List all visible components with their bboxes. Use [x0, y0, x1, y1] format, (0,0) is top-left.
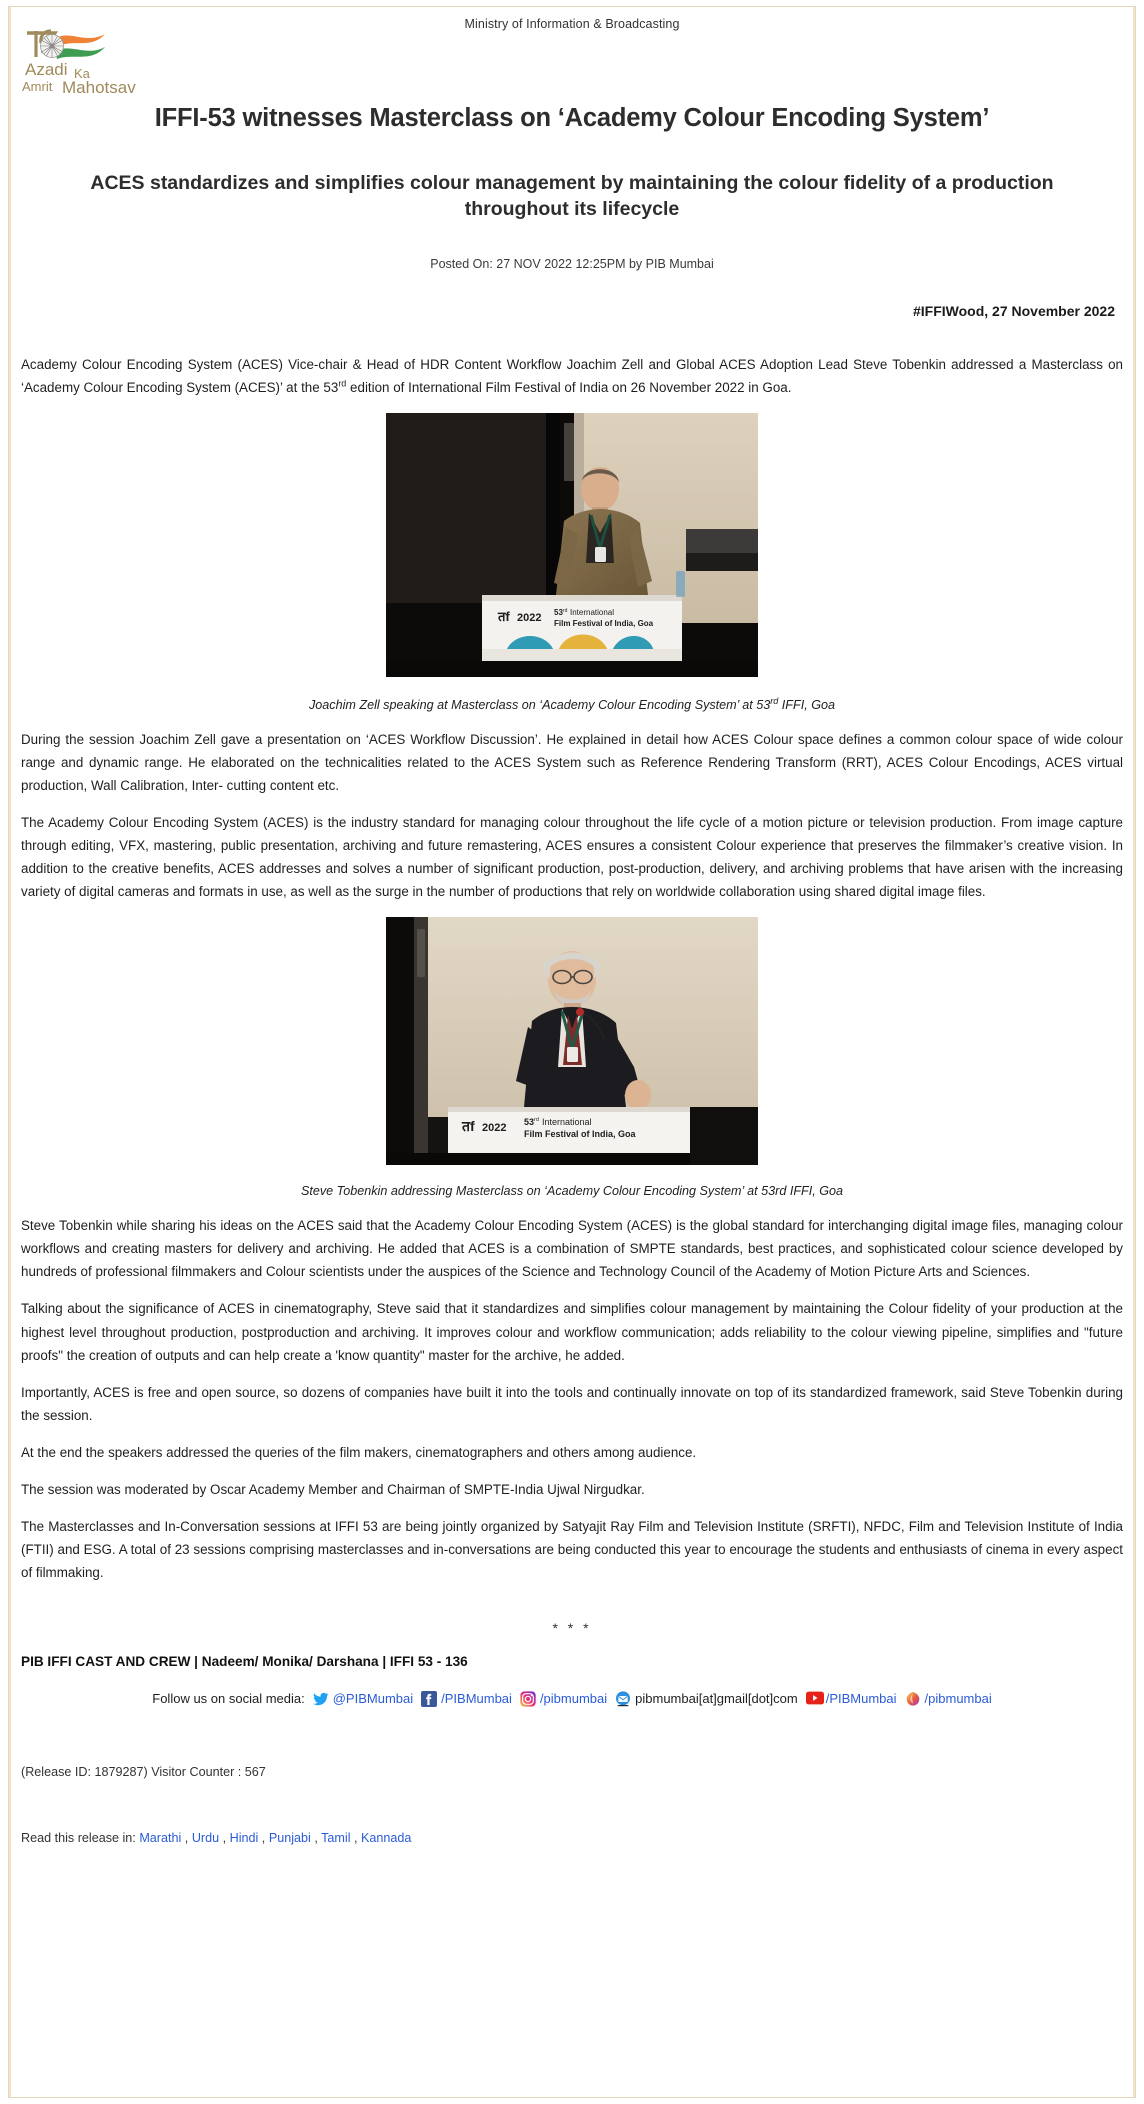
svg-text:2022: 2022	[482, 1122, 507, 1135]
photo-joachim-zell	[386, 413, 758, 677]
press-credits: PIB IFFI CAST AND CREW | Nadeem/ Monika/ Darshana | IFFI 53 - 136	[21, 1653, 468, 1669]
ministry-label: Ministry of Information & Broadcasting	[464, 17, 680, 31]
svg-text:Mahotsav: Mahotsav	[62, 78, 136, 97]
figure-steve-tobenkin	[19, 917, 1125, 1198]
page-title: IFFI-53 witnesses Masterclass on ‘Academy Colour Encoding System’	[154, 104, 990, 132]
koo-handle[interactable]: /pibmumbai	[924, 1691, 992, 1707]
paragraph-text: Importantly, ACES is free and open source, so dozens of companies have built it into the tools and continually innovate on top of its standardized framework, said Steve Tobenkin during the session.	[21, 1384, 1123, 1423]
social-link-instagram[interactable]	[520, 1691, 607, 1707]
svg-text:Ka: Ka	[74, 66, 90, 81]
language-separator: ,	[181, 1830, 189, 1845]
caption-pre: Joachim Zell speaking at Masterclass on ‘Academy Colour Encoding System’ at 53	[309, 698, 771, 712]
svg-text:Azadi: Azadi	[25, 60, 68, 79]
ordinal-suffix: rd	[338, 378, 347, 389]
article-paragraph-5	[21, 1297, 1123, 1366]
email-address: pibmumbai[at]gmail[dot]com	[635, 1691, 798, 1707]
koo-icon	[905, 1691, 921, 1707]
svg-text:2022: 2022	[517, 611, 542, 624]
article-paragraph-8	[21, 1478, 1123, 1501]
email-icon	[615, 1691, 631, 1707]
social-link-koo[interactable]	[905, 1691, 992, 1707]
translations-row	[21, 1831, 1125, 1845]
article-paragraph-1	[21, 353, 1123, 399]
social-link-facebook[interactable]	[421, 1691, 512, 1707]
paragraph-text: Academy Colour Encoding System (ACES) Vice-chair & Head of HDR Content Workflow Joachim Zell and Global ACES Adoption Lead Steve Tobenkin addressed a Masterclass on ‘Academy Colour Encoding System (ACES)’ at the 53rd edition of International Film Festival of India on 26 November 2022 in Goa.	[21, 356, 1123, 395]
paragraph-text: Steve Tobenkin while sharing his ideas on the ACES said that the Academy Colour Encoding System (ACES) is the global standard for interchanging digital image files, managing colour workflows and creating masters for delivery and archiving. He added that ACES is a combination of SMPTE standards, best practices, and sophisticated colour science developed by hundreds of professional filmmakers and Colour scientists under the auspices of the Science and Technology Council of the Academy of Motion Picture Arts and Sciences.	[21, 1218, 1123, 1280]
language-separator: ,	[258, 1830, 266, 1845]
figure-joachim-zell	[19, 413, 1125, 712]
youtube-icon	[806, 1691, 822, 1707]
paragraph-text: The Academy Colour Encoding System (ACES) is the industry standard for managing colour throughout the life cycle of a motion picture or television production. From image capture through editing, VFX, mastering, public presentation, archiving and future remastering, ACES ensures a consistent Colour experience that preserves the filmmaker’s creative vision. In addition to the creative benefits, ACES addresses and solves a number of significant production, post-production, delivery, and archiving problems that have arisen with the increasing variety of digital cameras and formats in use, as well as the surge in the number of productions that rely on worldwide collaboration using shared digital image files.	[21, 815, 1123, 900]
svg-text:तf: तf	[498, 608, 510, 624]
figure-caption-2: Steve Tobenkin addressing Masterclass on ‘Academy Colour Encoding System’ at 53rd IFFI, Goa	[300, 1184, 844, 1199]
paragraph-text: The session was moderated by Oscar Academy Member and Chairman of SMPTE-India Ujwal Nirgudkar.	[21, 1481, 645, 1497]
posted-on-label: Posted On: 27 NOV 2022 12:25PM by PIB Mumbai	[430, 256, 714, 271]
youtube-handle[interactable]: /PIBMumbai	[825, 1691, 897, 1707]
facebook-handle[interactable]: /PIBMumbai	[441, 1691, 512, 1707]
article-paragraph-9	[21, 1515, 1123, 1584]
language-link-kannada[interactable]: Kannada	[361, 1830, 412, 1845]
press-release-page	[8, 6, 1136, 2098]
svg-text:Film Festival of India, Goa: Film Festival of India, Goa	[524, 1129, 636, 1140]
svg-text:International: International	[570, 607, 615, 617]
svg-text:International: International	[542, 1117, 592, 1128]
svg-text:53: 53	[554, 607, 563, 617]
instagram-icon	[520, 1691, 536, 1707]
svg-text:rd: rd	[534, 1117, 539, 1124]
read-this-release-label: Read this release in:	[21, 1830, 136, 1845]
hashtag-dateline: #IFFIWood, 27 November 2022	[912, 302, 1115, 319]
photo-steve-tobenkin	[386, 917, 758, 1165]
social-link-youtube[interactable]	[806, 1691, 897, 1707]
language-separator: ,	[350, 1830, 358, 1845]
svg-text:तf: तf	[462, 1118, 475, 1135]
instagram-handle[interactable]: /pibmumbai	[539, 1691, 608, 1707]
social-link-twitter[interactable]	[313, 1691, 413, 1707]
section-divider-stars: * * *	[552, 1619, 592, 1636]
article-paragraph-6	[21, 1381, 1123, 1427]
paragraph-text: The Masterclasses and In-Conversation sessions at IFFI 53 are being jointly organized by Satyajit Ray Film and Television Institute (SRFTI), NFDC, Film and Television Institute of India (FTII) and ESG. A total of 23 sessions comprising masterclasses and in-conversations are being conducted this year to encourage the students and enthusiasts of cinema in every aspect of filmmaking.	[21, 1518, 1123, 1580]
language-link-tamil[interactable]: Tamil	[321, 1830, 351, 1845]
svg-text:rd: rd	[563, 607, 568, 614]
social-media-label: Follow us on social media:	[152, 1691, 305, 1707]
page-subtitle: ACES standardizes and simplifies colour management by maintaining the colour fidelity of a production throughout its lifecycle	[90, 171, 1054, 220]
caption-ordinal: rd	[770, 695, 779, 706]
twitter-handle[interactable]: @PIBMumbai	[332, 1691, 414, 1707]
svg-text:53: 53	[524, 1117, 535, 1128]
svg-text:Amrit: Amrit	[22, 79, 53, 94]
photo-joachim-zell-image	[386, 413, 758, 677]
svg-text:Film Festival of India, Goa: Film Festival of India, Goa	[554, 618, 654, 628]
language-separator: ,	[310, 1830, 318, 1845]
paragraph-text: At the end the speakers addressed the queries of the film makers, cinematographers and others among audience.	[21, 1444, 697, 1460]
amrit-mahotsav-logo-icon	[21, 23, 156, 103]
language-link-marathi[interactable]: Marathi	[139, 1830, 182, 1845]
article-paragraph-4	[21, 1214, 1123, 1283]
social-contact-email	[615, 1691, 798, 1707]
language-link-urdu[interactable]: Urdu	[191, 1830, 220, 1845]
release-id-and-visitor-counter: (Release ID: 1879287) Visitor Counter : 567	[21, 1764, 266, 1779]
social-media-row	[19, 1691, 1125, 1707]
paragraph-text: During the session Joachim Zell gave a presentation on ‘ACES Workflow Discussion’. He explained in detail how ACES Colour space defines a common colour space of wide colour range and dynamic range. He elaborated on the technicalities related to the ACES System such as Reference Rendering Transform (RRT), ACES Colour Encodings, ACES virtual production, Wall Calibration, Inter- cutting content etc.	[21, 732, 1123, 794]
language-link-punjabi[interactable]: Punjabi	[268, 1830, 311, 1845]
article-paragraph-3	[21, 811, 1123, 903]
photo-steve-tobenkin-image	[386, 917, 758, 1165]
language-link-list	[139, 1831, 411, 1845]
article-paragraph-2	[21, 728, 1123, 797]
caption-post: IFFI, Goa	[778, 698, 835, 712]
azadi-ka-amrit-mahotsav-logo	[21, 23, 156, 103]
paragraph-text: Talking about the significance of ACES in cinematography, Steve said that it standardizes and simplifies colour management by maintaining the Colour fidelity of your production at the highest level throughout production, postproduction and archiving. It improves colour and workflow communication; adds reliability to the colour viewing pipeline, simplifies and "future proofs" the creation of outputs and can help create a 'know quantity" master for the archive, he added.	[21, 1301, 1123, 1363]
language-separator: ,	[219, 1830, 227, 1845]
article-paragraph-7	[21, 1441, 1123, 1464]
language-link-hindi[interactable]: Hindi	[229, 1830, 259, 1845]
figure-caption-1	[19, 696, 1125, 712]
twitter-icon	[313, 1691, 329, 1707]
facebook-icon	[421, 1691, 437, 1707]
